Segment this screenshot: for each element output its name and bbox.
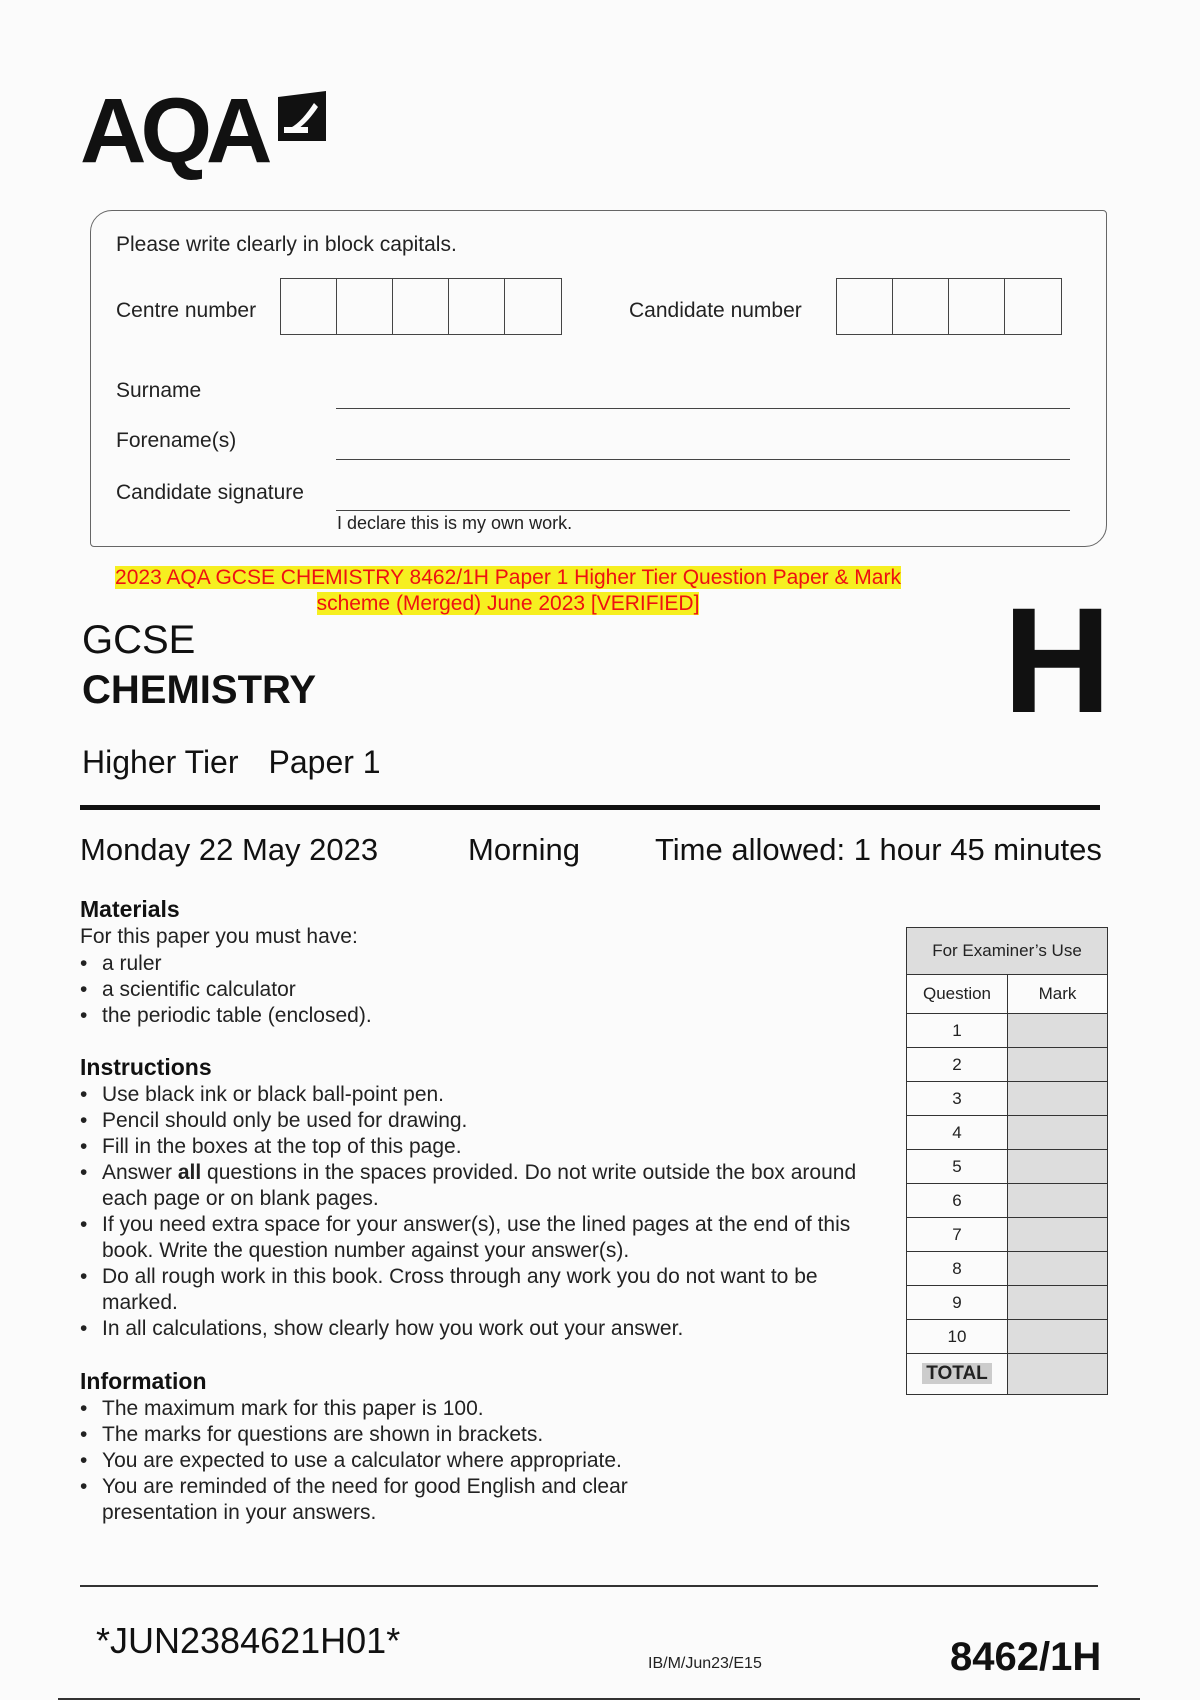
list-item: • Do all rough work in this book. Cross through any work you do not want to be marked.: [80, 1264, 860, 1316]
aqa-logo: [80, 80, 330, 182]
question-number: 2: [907, 1048, 1008, 1082]
note-line-2: scheme (Merged) June 2023 [VERIFIED]: [316, 592, 700, 615]
block-capitals-instruction: Please write clearly in block capitals.: [116, 233, 457, 256]
information-heading: Information: [80, 1368, 207, 1394]
table-row: [907, 1184, 1108, 1218]
question-number: 3: [907, 1082, 1008, 1116]
qualification: GCSE: [82, 618, 196, 662]
list-item: • Fill in the boxes at the top of this page.: [80, 1134, 860, 1160]
question-number: 8: [907, 1252, 1008, 1286]
candidate-details-box: [90, 210, 1107, 547]
centre-number-label: Centre number: [116, 299, 257, 322]
barcode-text: *JUN2384621H01*: [96, 1620, 401, 1661]
list-item: • You are reminded of the need for good English and clear presentation in your answers.: [80, 1474, 720, 1526]
list-item: • If you need extra space for your answer(s), use the lined pages at the end of this book. Write the question number against your answer(s).: [80, 1212, 860, 1264]
highlighted-note: [88, 565, 928, 617]
list-item: • the periodic table (enclosed).: [80, 1003, 780, 1029]
table-row: [907, 1354, 1108, 1395]
mark-cell[interactable]: [1008, 1320, 1108, 1354]
table-row: [907, 1252, 1108, 1286]
forenames-field[interactable]: [336, 459, 1070, 460]
time-allowed: Time allowed: 1 hour 45 minutes: [655, 832, 1102, 867]
mark-cell[interactable]: [1008, 1252, 1108, 1286]
table-row: [907, 1320, 1108, 1354]
table-row: [907, 1048, 1108, 1082]
table-row: [907, 1116, 1108, 1150]
footer-divider: [80, 1585, 1098, 1587]
reference-code: IB/M/Jun23/E15: [648, 1655, 762, 1672]
examiners-use-title: For Examiner’s Use: [907, 928, 1108, 975]
table-row: [907, 1150, 1108, 1184]
examiners-use-table: [906, 927, 1108, 1395]
mark-cell[interactable]: [1008, 1150, 1108, 1184]
question-number: 7: [907, 1218, 1008, 1252]
table-row: [907, 1082, 1108, 1116]
question-number: 9: [907, 1286, 1008, 1320]
instructions-heading: Instructions: [80, 1054, 212, 1080]
header-divider: [80, 805, 1100, 810]
mark-cell[interactable]: [1008, 1014, 1108, 1048]
declaration-text: I declare this is my own work.: [337, 513, 573, 533]
signature-label: Candidate signature: [116, 481, 304, 504]
mark-cell[interactable]: [1008, 1286, 1108, 1320]
candidate-number-field[interactable]: [836, 278, 1062, 335]
mark-column-header: Mark: [1008, 975, 1108, 1014]
candidate-number-label: Candidate number: [629, 299, 802, 322]
total-label: TOTAL: [907, 1354, 1008, 1395]
question-number: 5: [907, 1150, 1008, 1184]
centre-number-field[interactable]: [280, 278, 562, 335]
question-number: 4: [907, 1116, 1008, 1150]
materials-intro: For this paper you must have:: [80, 925, 358, 948]
total-mark-cell[interactable]: [1008, 1354, 1108, 1395]
table-row: [907, 1014, 1108, 1048]
question-number: 6: [907, 1184, 1008, 1218]
paper-number: Paper 1: [268, 744, 381, 780]
question-number: 1: [907, 1014, 1008, 1048]
exam-date: Monday 22 May 2023: [80, 832, 379, 867]
list-item: • The marks for questions are shown in brackets.: [80, 1422, 720, 1448]
question-number: 10: [907, 1320, 1008, 1354]
surname-label: Surname: [116, 379, 202, 402]
aqa-logo-mark-icon: [274, 89, 330, 145]
list-item: • a ruler: [80, 951, 780, 977]
question-column-header: Question: [907, 975, 1008, 1014]
signature-field[interactable]: [336, 510, 1070, 511]
list-item: • Pencil should only be used for drawing.: [80, 1108, 860, 1134]
list-item: • You are expected to use a calculator where appropriate.: [80, 1448, 720, 1474]
logo-text: AQA: [80, 80, 267, 182]
tier-line: [82, 744, 381, 781]
surname-field[interactable]: [336, 408, 1070, 409]
tier-name: Higher Tier: [82, 744, 239, 780]
list-item: • Use black ink or black ball-point pen.: [80, 1082, 860, 1108]
tier-letter: H: [1003, 576, 1112, 744]
subject-title: CHEMISTRY: [82, 668, 317, 712]
mark-cell[interactable]: [1008, 1184, 1108, 1218]
list-item: • a scientific calculator: [80, 977, 780, 1003]
mark-cell[interactable]: [1008, 1082, 1108, 1116]
information-list: [80, 1396, 720, 1526]
mark-cell[interactable]: [1008, 1048, 1108, 1082]
list-item: • Answer all questions in the spaces provided. Do not write outside the box around each page or on blank pages.: [80, 1160, 860, 1212]
instructions-list: [80, 1082, 860, 1342]
materials-list: [80, 951, 780, 1029]
paper-code: 8462/1H: [950, 1635, 1102, 1679]
mark-cell[interactable]: [1008, 1116, 1108, 1150]
forenames-label: Forename(s): [116, 429, 237, 452]
materials-heading: Materials: [80, 896, 180, 922]
table-row: [907, 1218, 1108, 1252]
list-item: • The maximum mark for this paper is 100.: [80, 1396, 720, 1422]
mark-cell[interactable]: [1008, 1218, 1108, 1252]
table-row: [907, 1286, 1108, 1320]
list-item: • In all calculations, show clearly how you work out your answer.: [80, 1316, 860, 1342]
exam-session: Morning: [468, 832, 580, 867]
note-line-1: 2023 AQA GCSE CHEMISTRY 8462/1H Paper 1 Higher Tier Question Paper & Mark: [115, 566, 901, 589]
